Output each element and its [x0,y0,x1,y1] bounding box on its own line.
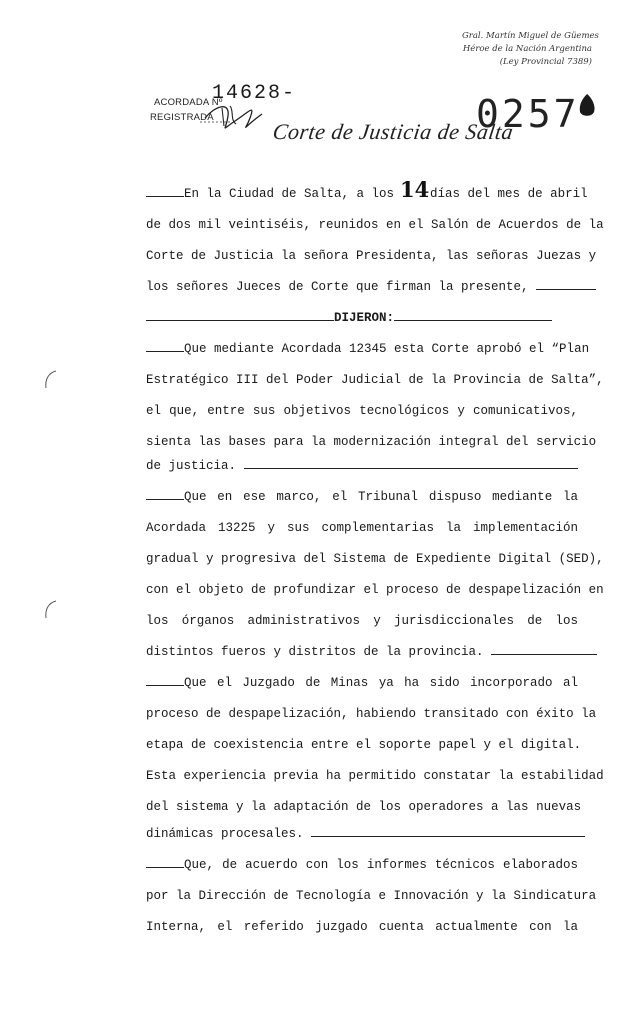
ink-mark-icon [576,92,598,118]
paragraph-1-line-1: En la Ciudad de Salta, a los días del mes de abril [146,186,578,202]
fill-line [146,186,184,197]
fill-line [394,310,552,321]
fill-line [491,644,597,655]
stamp-acordada-label: ACORDADA Nº [154,97,223,108]
paragraph-3-line-3: gradual y progresiva del Sistema de Expediente Digital (SED), [146,552,604,566]
paragraph-2-line-1: Que mediante Acordada 12345 esta Corte aprobó el “Plan [146,341,578,357]
stamp-registrada-label: REGISTRADA [150,112,214,123]
paragraph-5-line-2: por la Dirección de Tecnología e Innovación y la Sindicatura [146,889,597,903]
fill-line [311,826,585,837]
motto-line: Héroe de la Nación Argentina [462,44,592,54]
paragraph-4-line-2: proceso de despapelización, habiendo transitado con éxito la [146,707,597,721]
paragraph-2-line-4: sienta las bases para la modernización integral del servicio [146,435,597,449]
paragraph-3-line-2: Acordada 13225 y sus complementarias la implementación [146,521,578,535]
motto-block [462,30,599,69]
paragraph-3-line-4: con el objeto de profundizar el proceso de despapelización en [146,583,604,597]
paragraph-1-line-3: Corte de Justicia la señora Presidenta, las señoras Juezas y [146,249,597,263]
paragraph-1-line-2: de dos mil veintiséis, reunidos en el Salón de Acuerdos de la [146,218,604,232]
folio-number: 0257 [476,92,580,136]
punch-hole-mark [42,368,58,392]
acordada-number: 14628- [212,82,297,105]
fill-line [146,675,184,686]
paragraph-4-line-1: Que el Juzgado de Minas ya ha sido incorporado al [146,675,578,691]
fill-line [244,458,578,469]
fill-line [146,857,184,868]
dijeron-line [146,310,578,326]
registration-signature [200,96,270,136]
paragraph-2-line-2: Estratégico III del Poder Judicial de la Provincia de Salta”, [146,373,604,387]
motto-line: Gral. Martín Miguel de Güemes [462,31,599,41]
punch-hole-mark [42,598,58,622]
paragraph-4-line-5: del sistema y la adaptación de los operadores a las nuevas [146,800,582,814]
fill-line [146,341,184,352]
paragraph-1-line-4: los señores Jueces de Corte que firman la presente, [146,279,578,295]
paragraph-2-line-5: de justicia. [146,458,578,474]
paragraph-3-line-6: distintos fueros y distritos de la provincia. [146,644,578,660]
fill-line [146,310,334,321]
motto-line: (Ley Provincial 7389) [499,57,592,67]
paragraph-5-line-3: Interna, el referido juzgado cuenta actualmente con la [146,920,578,934]
dijeron-heading: DIJERON: [334,311,395,325]
fill-line [536,279,596,290]
paragraph-5-line-1: Que, de acuerdo con los informes técnicos elaborados [146,857,578,873]
paragraph-3-line-5: los órganos administrativos y jurisdiccionales de los [146,614,578,628]
paragraph-2-line-3: el que, entre sus objetivos tecnológicos y comunicativos, [146,404,578,418]
paragraph-3-line-1: Que en ese marco, el Tribunal dispuso mediante la [146,489,578,505]
handwritten-day: 14 [400,177,430,202]
paragraph-4-line-6: dinámicas procesales. [146,826,578,842]
court-name: Corte de Justicia de Salta [271,119,516,144]
paragraph-4-line-3: etapa de coexistencia entre el soporte papel y el digital. [146,738,582,752]
fill-line [146,489,184,500]
paragraph-4-line-4: Esta experiencia previa ha permitido constatar la estabilidad [146,769,604,783]
